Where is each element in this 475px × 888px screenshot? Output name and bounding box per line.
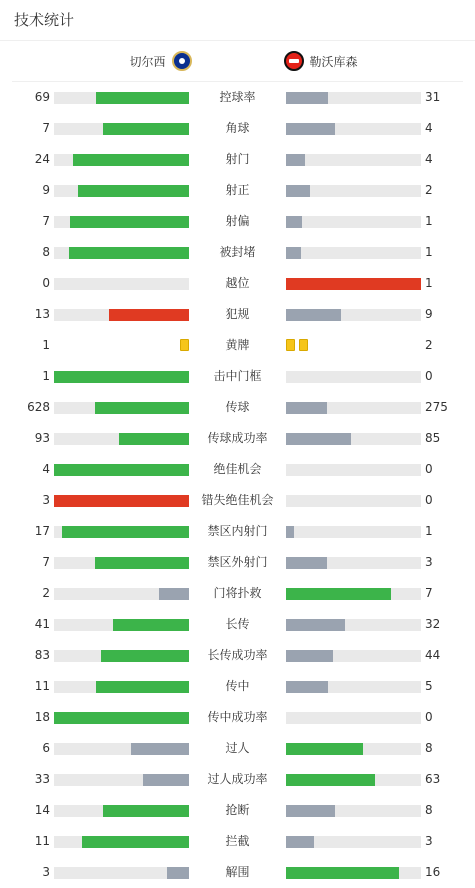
home-stat-bar xyxy=(54,495,189,507)
away-stat-bar-fill xyxy=(286,681,328,693)
stat-row xyxy=(0,392,475,423)
yellow-card-icon xyxy=(180,339,189,351)
home-stat-bar xyxy=(54,154,189,166)
away-team xyxy=(284,41,358,81)
stat-label: 抢断 xyxy=(225,803,250,817)
stat-label: 过人 xyxy=(225,741,250,755)
away-stat-bar-fill xyxy=(286,805,335,817)
home-stat-bar-fill xyxy=(62,526,189,538)
away-stat-bar xyxy=(286,278,421,290)
home-value: 3 xyxy=(42,493,50,507)
away-stat-bar-fill xyxy=(286,836,314,848)
home-stat-bar-fill xyxy=(131,743,189,755)
home-stat-bar xyxy=(54,92,189,104)
away-stat-bar xyxy=(286,371,421,383)
home-stat-bar-fill xyxy=(167,867,189,879)
home-value: 4 xyxy=(42,462,50,476)
stat-row xyxy=(0,268,475,299)
home-stat-bar xyxy=(54,805,189,817)
away-yellow-cards xyxy=(286,339,308,353)
home-stat-bar xyxy=(54,402,189,414)
home-value: 2 xyxy=(42,586,50,600)
away-stat-bar-fill xyxy=(286,216,302,228)
leverkusen-crest-icon xyxy=(284,51,304,71)
home-stat-bar xyxy=(54,743,189,755)
home-value: 33 xyxy=(34,772,50,786)
home-team-name: 切尔西 xyxy=(129,54,166,69)
away-stat-bar-fill xyxy=(286,557,327,569)
home-stat-bar xyxy=(54,867,189,879)
stat-label: 长传 xyxy=(225,617,250,631)
away-stat-bar xyxy=(286,619,421,631)
home-stat-bar-fill xyxy=(103,805,189,817)
team-header xyxy=(12,41,463,82)
home-value: 0 xyxy=(42,276,50,290)
away-team-name: 勒沃库森 xyxy=(309,54,358,69)
away-stat-bar xyxy=(286,743,421,755)
home-stat-bar xyxy=(54,650,189,662)
away-value: 2 xyxy=(425,183,433,197)
stat-label: 越位 xyxy=(225,276,250,290)
away-value: 8 xyxy=(425,741,433,755)
away-value: 1 xyxy=(425,524,433,538)
stat-label: 长传成功率 xyxy=(207,648,268,662)
home-value: 17 xyxy=(34,524,50,538)
stat-row xyxy=(0,175,475,206)
away-stat-bar xyxy=(286,309,421,321)
home-stat-bar xyxy=(54,712,189,724)
home-stat-bar xyxy=(54,309,189,321)
home-stat-bar-fill xyxy=(54,495,189,507)
home-stat-bar xyxy=(54,588,189,600)
home-stat-bar-fill xyxy=(103,123,189,135)
away-stat-bar-fill xyxy=(286,309,341,321)
stat-row xyxy=(0,671,475,702)
stat-row xyxy=(0,113,475,144)
home-stat-bar-fill xyxy=(78,185,189,197)
stat-row xyxy=(0,640,475,671)
home-value: 11 xyxy=(34,834,50,848)
stat-row xyxy=(0,547,475,578)
away-stat-bar xyxy=(286,526,421,538)
stat-label: 绝佳机会 xyxy=(213,462,262,476)
away-stat-bar-fill xyxy=(286,743,363,755)
stat-row xyxy=(0,454,475,485)
away-stat-bar xyxy=(286,650,421,662)
away-stat-bar xyxy=(286,247,421,259)
home-stat-bar xyxy=(54,619,189,631)
away-stat-bar xyxy=(286,464,421,476)
home-stat-bar xyxy=(54,557,189,569)
home-stat-bar-fill xyxy=(82,836,189,848)
away-stat-bar xyxy=(286,557,421,569)
stats-list xyxy=(0,82,475,888)
away-stat-bar-fill xyxy=(286,588,391,600)
stat-row xyxy=(0,733,475,764)
home-stat-bar xyxy=(54,371,189,383)
home-value: 13 xyxy=(34,307,50,321)
home-stat-bar xyxy=(54,526,189,538)
away-stat-bar-fill xyxy=(286,247,301,259)
away-stat-bar xyxy=(286,712,421,724)
away-value: 1 xyxy=(425,214,433,228)
away-value: 63 xyxy=(425,772,441,786)
away-stat-bar-fill xyxy=(286,92,328,104)
home-value: 41 xyxy=(34,617,50,631)
away-value: 1 xyxy=(425,276,433,290)
stat-row xyxy=(0,299,475,330)
home-stat-bar-fill xyxy=(101,650,189,662)
stat-label: 角球 xyxy=(225,121,250,135)
home-value: 1 xyxy=(42,369,50,383)
stat-label: 射偏 xyxy=(225,214,250,228)
home-stat-bar xyxy=(54,278,189,290)
away-stat-bar xyxy=(286,216,421,228)
away-stat-bar xyxy=(286,185,421,197)
away-stat-bar-fill xyxy=(286,185,310,197)
stat-row xyxy=(0,144,475,175)
home-stat-bar-fill xyxy=(96,92,189,104)
away-stat-bar xyxy=(286,867,421,879)
away-stat-bar xyxy=(286,495,421,507)
home-stat-bar xyxy=(54,681,189,693)
stat-row xyxy=(0,857,475,888)
stat-row xyxy=(0,826,475,857)
home-value: 628 xyxy=(27,400,50,414)
home-stat-bar xyxy=(54,464,189,476)
stat-row xyxy=(0,609,475,640)
away-stat-bar-fill xyxy=(286,867,399,879)
stat-row xyxy=(0,423,475,454)
away-stat-bar xyxy=(286,588,421,600)
away-value: 1 xyxy=(425,245,433,259)
home-value: 93 xyxy=(34,431,50,445)
stat-label: 被封堵 xyxy=(219,245,256,259)
home-value: 7 xyxy=(42,555,50,569)
away-stat-bar-fill xyxy=(286,433,351,445)
stat-row xyxy=(0,206,475,237)
home-stat-bar-fill xyxy=(159,588,189,600)
away-stat-bar-fill xyxy=(286,278,421,290)
home-value: 83 xyxy=(34,648,50,662)
away-value: 32 xyxy=(425,617,441,631)
home-stat-bar-fill xyxy=(95,402,190,414)
home-yellow-cards xyxy=(180,339,189,353)
yellow-card-icon xyxy=(286,339,295,351)
away-value: 7 xyxy=(425,586,433,600)
home-value: 3 xyxy=(42,865,50,879)
home-value: 24 xyxy=(34,152,50,166)
away-stat-bar xyxy=(286,836,421,848)
stat-label: 传球 xyxy=(225,400,250,414)
home-value: 8 xyxy=(42,245,50,259)
away-value: 3 xyxy=(425,555,433,569)
home-value: 7 xyxy=(42,121,50,135)
home-value: 14 xyxy=(34,803,50,817)
away-value: 31 xyxy=(425,90,441,104)
home-value: 1 xyxy=(42,338,50,352)
away-stat-bar-fill xyxy=(286,650,333,662)
away-value: 5 xyxy=(425,679,433,693)
away-value: 4 xyxy=(425,121,433,135)
home-value: 9 xyxy=(42,183,50,197)
away-value: 0 xyxy=(425,462,433,476)
home-stat-bar-fill xyxy=(109,309,189,321)
away-value: 3 xyxy=(425,834,433,848)
stat-row xyxy=(0,795,475,826)
home-stat-bar xyxy=(54,774,189,786)
stat-row xyxy=(0,361,475,392)
away-value: 9 xyxy=(425,307,433,321)
stat-label: 过人成功率 xyxy=(207,772,268,786)
away-value: 0 xyxy=(425,710,433,724)
stat-label: 禁区外射门 xyxy=(207,555,268,569)
away-value: 44 xyxy=(425,648,441,662)
away-value: 85 xyxy=(425,431,441,445)
stat-row xyxy=(0,702,475,733)
home-team xyxy=(129,41,191,81)
away-stat-bar xyxy=(286,681,421,693)
home-value: 69 xyxy=(34,90,50,104)
away-stat-bar-fill xyxy=(286,774,375,786)
away-stat-bar xyxy=(286,92,421,104)
home-value: 11 xyxy=(34,679,50,693)
home-stat-bar-fill xyxy=(54,371,189,383)
home-stat-bar xyxy=(54,185,189,197)
away-stat-bar xyxy=(286,402,421,414)
stat-label: 错失绝佳机会 xyxy=(201,493,274,507)
page-title: 技术统计 xyxy=(0,0,475,41)
chelsea-crest-icon xyxy=(172,51,192,71)
home-stat-bar-fill xyxy=(54,712,189,724)
stat-label: 犯规 xyxy=(225,307,250,321)
away-value: 8 xyxy=(425,803,433,817)
stat-label: 门将扑救 xyxy=(213,586,262,600)
away-stat-bar-fill xyxy=(286,526,294,538)
stat-label: 传中 xyxy=(225,679,250,693)
away-value: 16 xyxy=(425,865,441,879)
stat-row xyxy=(0,330,475,361)
stat-label: 拦截 xyxy=(225,834,250,848)
away-value: 275 xyxy=(425,400,448,414)
home-stat-bar xyxy=(54,433,189,445)
home-stat-bar-fill xyxy=(119,433,189,445)
stat-label: 解围 xyxy=(225,865,250,879)
away-stat-bar-fill xyxy=(286,402,327,414)
home-stat-bar-fill xyxy=(70,216,189,228)
stat-label: 传球成功率 xyxy=(207,431,268,445)
home-stat-bar xyxy=(54,123,189,135)
home-stat-bar-fill xyxy=(54,464,189,476)
stat-label: 黄牌 xyxy=(225,338,250,352)
away-stat-bar-fill xyxy=(286,123,335,135)
stat-label: 击中门框 xyxy=(213,369,262,383)
home-stat-bar-fill xyxy=(69,247,189,259)
away-stat-bar xyxy=(286,774,421,786)
away-stat-bar xyxy=(286,805,421,817)
home-stat-bar-fill xyxy=(143,774,189,786)
away-stat-bar xyxy=(286,154,421,166)
home-value: 7 xyxy=(42,214,50,228)
away-value: 2 xyxy=(425,338,433,352)
away-stat-bar xyxy=(286,433,421,445)
home-value: 6 xyxy=(42,741,50,755)
stat-row xyxy=(0,237,475,268)
stat-label: 控球率 xyxy=(219,90,256,104)
stat-label: 射门 xyxy=(225,152,250,166)
away-stat-bar-fill xyxy=(286,154,305,166)
home-stat-bar-fill xyxy=(113,619,189,631)
home-stat-bar xyxy=(54,836,189,848)
stat-label: 射正 xyxy=(225,183,250,197)
away-value: 4 xyxy=(425,152,433,166)
home-value: 18 xyxy=(34,710,50,724)
yellow-card-icon xyxy=(299,339,308,351)
home-stat-bar-fill xyxy=(96,681,189,693)
away-value: 0 xyxy=(425,369,433,383)
away-value: 0 xyxy=(425,493,433,507)
home-stat-bar xyxy=(54,247,189,259)
stat-row xyxy=(0,578,475,609)
away-stat-bar-fill xyxy=(286,619,345,631)
stat-row xyxy=(0,764,475,795)
away-stat-bar xyxy=(286,123,421,135)
stat-label: 禁区内射门 xyxy=(207,524,268,538)
home-stat-bar xyxy=(54,216,189,228)
home-stat-bar-fill xyxy=(73,154,189,166)
home-stat-bar-fill xyxy=(95,557,190,569)
stat-row xyxy=(0,516,475,547)
stat-row xyxy=(0,485,475,516)
stat-label: 传中成功率 xyxy=(207,710,268,724)
stat-row xyxy=(0,82,475,113)
